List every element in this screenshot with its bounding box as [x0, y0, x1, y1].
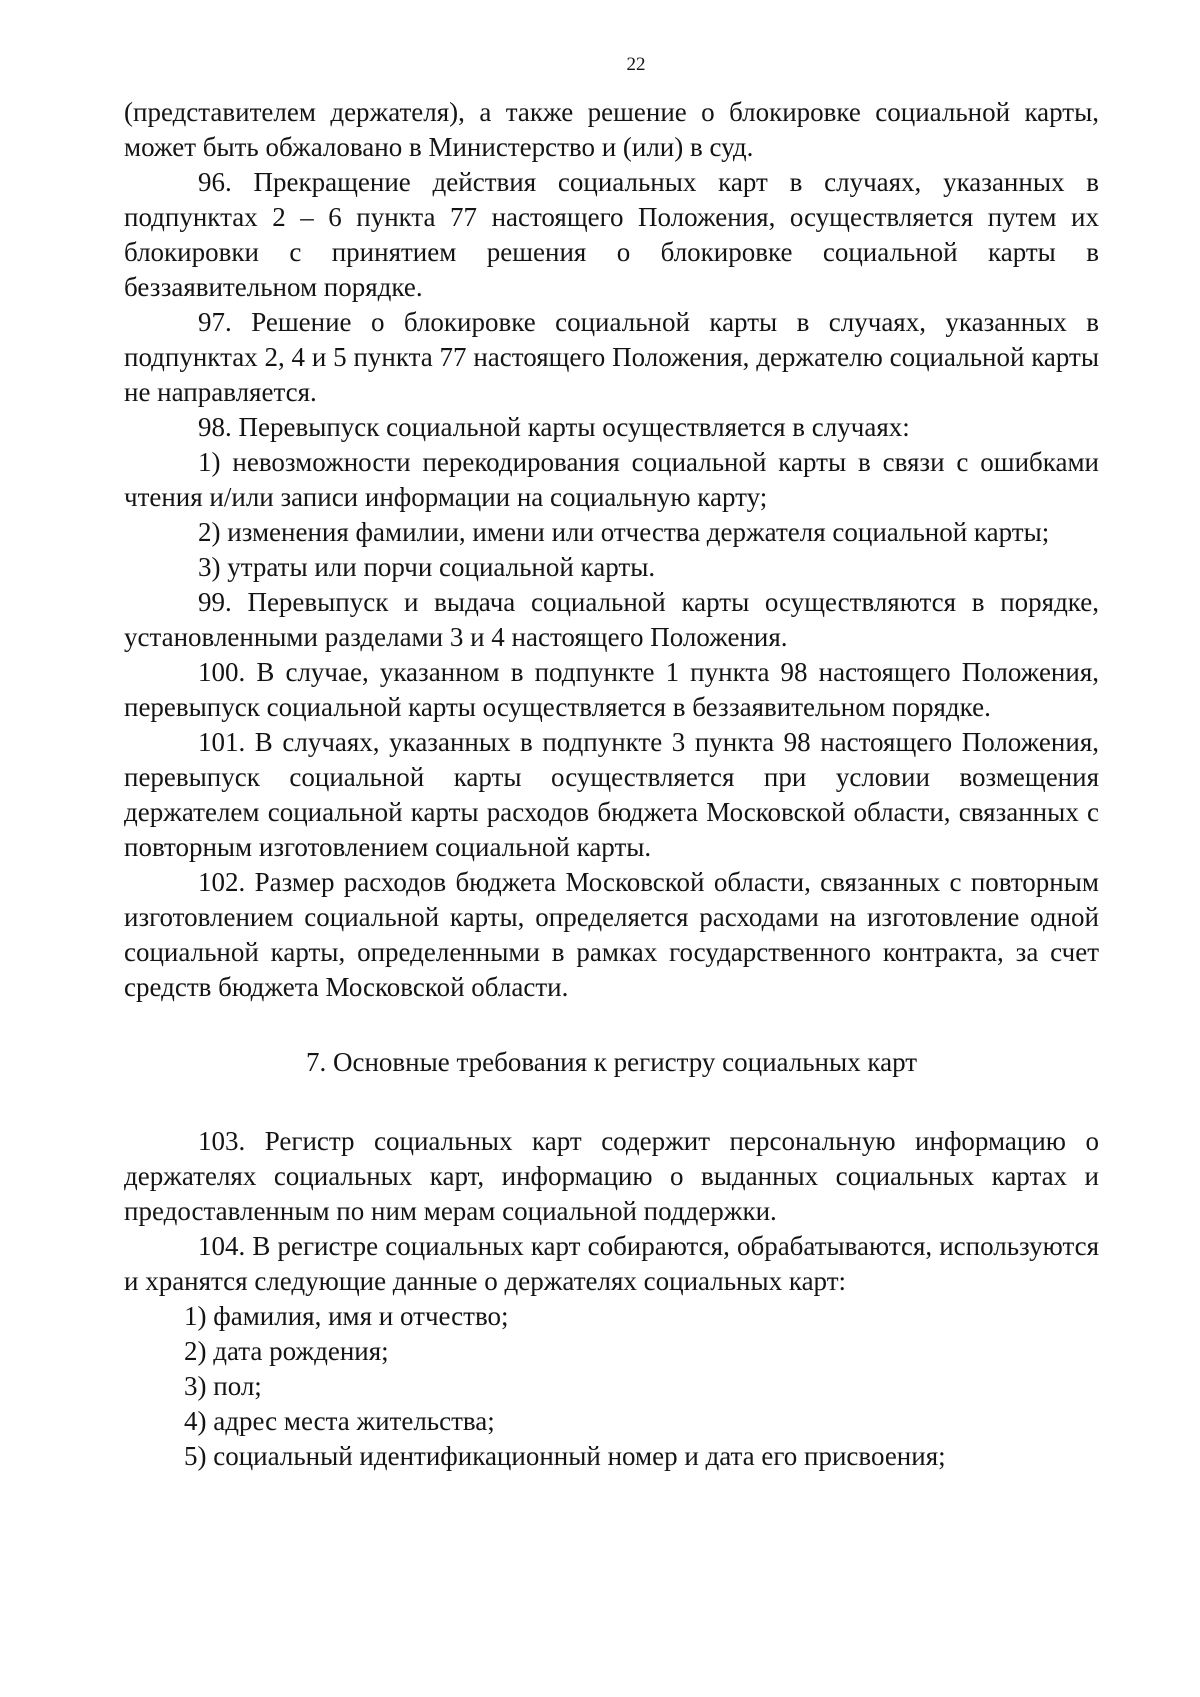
- paragraph-103: 103. Регистр социальных карт содержит персональную информацию о держателях социальных карт, информацию о выданных социальных картах и предоставленным по ним мерам социальной поддержки.: [124, 1126, 1099, 1226]
- paragraph-104: 104. В регистре социальных карт собираются, обрабатываются, используются и хранятся следующие данные о держателях социальных карт:: [124, 1231, 1099, 1296]
- paragraph-98-item-3: 3) утраты или порчи социальной карты.: [198, 552, 656, 582]
- list-item: 3) пол;: [184, 1371, 262, 1401]
- list-item: 5) социальный идентификационный номер и дата его присвоения;: [184, 1441, 946, 1471]
- paragraph-98: 98. Перевыпуск социальной карты осуществляется в случаях:: [198, 412, 910, 442]
- paragraph-96: 96. Прекращение действия социальных карт в случаях, указанных в подпунктах 2 – 6 пункта 77 настоящего Положения, осуществляется путем их блокировки с принятием решения о блокировке социальной карты в беззаявительном порядке.: [124, 167, 1099, 302]
- paragraph-97: 97. Решение о блокировке социальной карты в случаях, указанных в подпунктах 2, 4 и 5 пункта 77 настоящего Положения, держателю социальной карты не направляется.: [124, 307, 1099, 407]
- paragraph-101: 101. В случаях, указанных в подпункте 3 пункта 98 настоящего Положения, перевыпуск социальной карты осуществляется при условии возмещения держателем социальной карты расходов бюджета Московской области, связанных с повторным изготовлением социальной карты.: [124, 727, 1099, 862]
- paragraph-98-item-2: 2) изменения фамилии, имени или отчества держателя социальной карты;: [198, 517, 1050, 547]
- section-heading: 7. Основные требования к регистру социальных карт: [305, 1047, 918, 1077]
- list-item: 4) адрес места жительства;: [184, 1406, 495, 1436]
- paragraph-100: 100. В случае, указанном в подпункте 1 пункта 98 настоящего Положения, перевыпуск социальной карты осуществляется в беззаявительном порядке.: [124, 657, 1099, 722]
- paragraph-98-item-1: 1) невозможности перекодирования социальной карты в связи с ошибками чтения и/или записи информации на социальную карту;: [124, 447, 1099, 512]
- paragraph-102: 102. Размер расходов бюджета Московской области, связанных с повторным изготовлением социальной карты, определяется расходами на изготовление одной социальной карты, определенными в рамках государственного контракта, за счет средств бюджета Московской области.: [124, 867, 1099, 1002]
- list-item: 2) дата рождения;: [184, 1336, 389, 1366]
- list-item: 1) фамилия, имя и отчество;: [184, 1301, 509, 1331]
- document-body: [124, 95, 1099, 1474]
- paragraph-99: 99. Перевыпуск и выдача социальной карты осуществляются в порядке, установленными разделами 3 и 4 настоящего Положения.: [124, 587, 1099, 652]
- paragraph-continuation: (представителем держателя), а также решение о блокировке социальной карты, может быть обжаловано в Министерство и (или) в суд.: [124, 97, 1099, 162]
- page-number: 22: [626, 54, 646, 75]
